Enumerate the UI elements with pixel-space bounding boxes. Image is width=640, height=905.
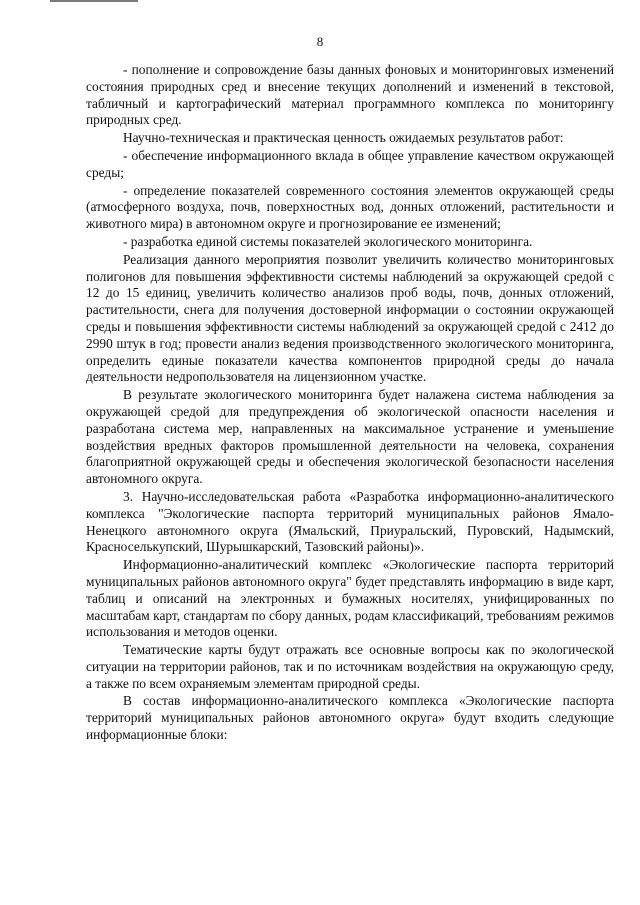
paragraph-expected-value-heading: Научно-техническая и практическая ценность ожидаемых результатов работ: [123, 130, 564, 146]
paragraph-information-blocks: В состав информационно-аналитического комплекса «Экологические паспорта территорий муниципальных районов автономного округа» будут входить следующие информационные блоки: [86, 693, 614, 743]
paragraph-monitoring-result: В результате экологического мониторинга будет налажена система наблюдения за окружающей средой для предупреждения об экологической опасности населения и разработана система мер, направленных на максимальное устранение и уменьшение воздействия вредных факторов промышленной деятельности на человека, сохранения благоприятной окружающей среды и обеспечения экологической безопасности населения автономного округа. [86, 387, 614, 487]
paragraph-information-contribution: - обеспечение информационного вклада в общее управление качеством окружающей среды; [86, 147, 614, 180]
paragraph-analytical-complex: Информационно-аналитический комплекс «Экологические паспорта территорий муниципальных районов автономного округа" будет представлять информацию в виде карт, таблиц и описаний на электронных и бумажных носителях, унифицированных по масштабам карт, стандартам по сбору данных, родам классификаций, требованиям режимов использования и методов оценки. [86, 557, 614, 640]
paragraph-thematic-maps: Тематические карты будут отражать все основные вопросы как по экологической ситуации на территории районов, так и по источникам воздействия на окружающую среду, а также по всем охраняемым элементам природной среды. [86, 642, 614, 691]
paragraph-unified-system: - разработка единой системы показателей экологического мониторинга. [123, 233, 533, 249]
scan-edge-mark [50, 0, 138, 2]
paragraph-indicators-definition: - определение показателей современного состояния элементов окружающей среды (атмосферного воздуха, почв, поверхностных вод, донных отложений, растительности и животного мира) в автономном округе и прогнозирование ее изменений; [86, 182, 614, 232]
paragraph-database-update: - пополнение и сопровождение базы данных фоновых и мониторинговых изменений состояния природных сред и внесение текущих дополнений и изменений в текстовой, табличный и картографический материал программного комплекса по мониторингу природных сред. [86, 62, 614, 128]
page-number: 8 [316, 34, 324, 49]
paragraph-implementation: Реализация данного мероприятия позволит увеличить количество мониторинговых полигонов для повышения эффективности системы наблюдений за окружающей средой с 12 до 15 единиц, увеличить количество анализов проб воды, почв, донных отложений, растительности, снега для получения достоверной информации о состоянии окружающей среды и повышения эффективности системы наблюдений за окружающей средой с 2412 до 2990 штук в год; провести анализ ведения производственного экологического мониторинга, определить единые показатели качества компонентов природной среды до начала деятельности недропользователя на лицензионном участке. [86, 251, 614, 385]
paragraph-research-work: 3. Научно-исследовательская работа «Разработка информационно-аналитического комплекса "Экологические паспорта территорий муниципальных районов Ямало-Ненецкого автономного округа (Ямальский, Приуральский, Пуровский, Надымский, Красноселькупский, Шурышкарский, Тазовский районы)». [86, 488, 614, 555]
document-body [86, 62, 614, 744]
